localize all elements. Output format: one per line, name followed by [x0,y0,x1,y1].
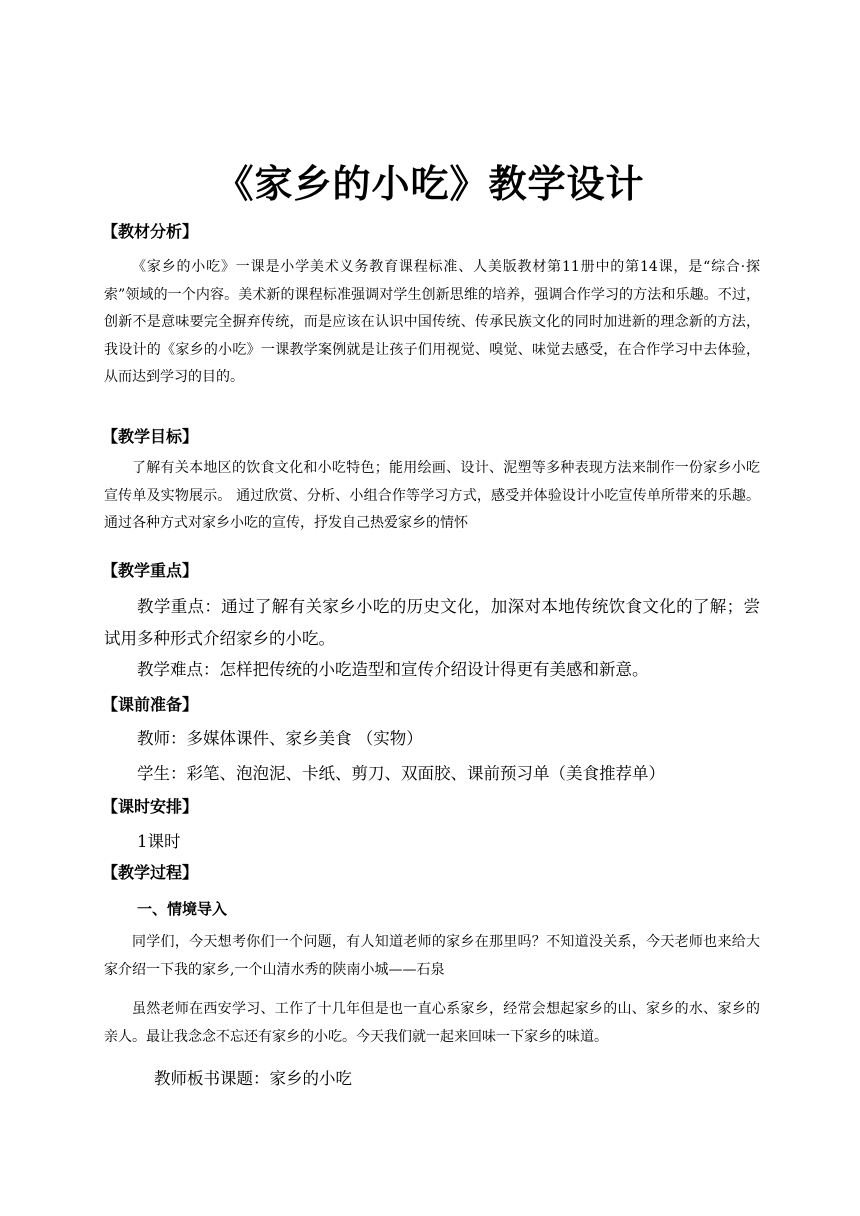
analysis-paragraph: 《家乡的小吃》一课是小学美术义务教育课程标准、人美版教材第11册中的第14课，是“综合·探索”领域的一个内容。美术新的课程标准强调对学生创新思维的培养，强调合作学习的方法和乐趣。不过，创新不是意味要完全摒弃传统，而是应该在认识中国传统、传承民族文化的同时加进新的理念新的方法，我设计的《家乡的小吃》一课教学案例就是让孩子们用视觉、嗅觉、味觉去感受，在合作学习中去体验，从而达到学习的目的。 [104,259,760,385]
heading-process: 【教学过程】 [102,863,199,882]
heading-analysis: 【教材分析】 [102,222,199,241]
difficulty-text: 教学难点：怎样把传统的小吃造型和宣传介绍设计得更有美感和新意。 [137,660,649,679]
step-one-title: 一、情境导入 [137,900,228,918]
page-title: 《家乡的小吃》教学设计 [215,162,645,206]
board-title-text: 教师板书课题：家乡的小吃 [154,1069,352,1088]
process-paragraph-1: 同学们，今天想考你们一个问题，有人知道老师的家乡在那里吗？不知道没关系，今天老师也来给大家介绍一下我的家乡,一个山清水秀的陕南小城——石泉 [104,934,760,978]
process-paragraph-2: 虽然老师在西安学习、工作了十几年但是也一直心系家乡，经常会想起家乡的山、家乡的水、家乡的亲人。最让我念念不忘还有家乡的小吃。今天我们就一起来回味一下家乡的味道。 [104,1001,760,1045]
student-preparation: 学生：彩笔、泡泡泥、卡纸、剪刀、双面胶、课前预习单（美食推荐单） [137,764,665,783]
heading-key-points: 【教学重点】 [102,561,199,580]
heading-schedule: 【课时安排】 [102,797,199,816]
schedule-text: 1课时 [137,832,181,851]
goals-paragraph: 了解有关本地区的饮食文化和小吃特色；能用绘画、设计、泥塑等多种表现方法来制作一份家乡小吃宣传单及实物展示。 通过欣赏、分析、小组合作等学习方式，感受并体验设计小吃宣传单所带来的乐趣。通过各种方式对家乡小吃的宣传，抒发自己热爱家乡的情怀 [104,460,760,531]
teacher-preparation: 教师：多媒体课件、家乡美食 （实物） [137,729,423,748]
heading-preparation: 【课前准备】 [102,695,199,714]
key-point-text: 教学重点：通过了解有关家乡小吃的历史文化，加深对本地传统饮食文化的了解；尝试用多种形式介绍家乡的小吃。 [104,597,760,648]
heading-goals: 【教学目标】 [102,427,199,446]
